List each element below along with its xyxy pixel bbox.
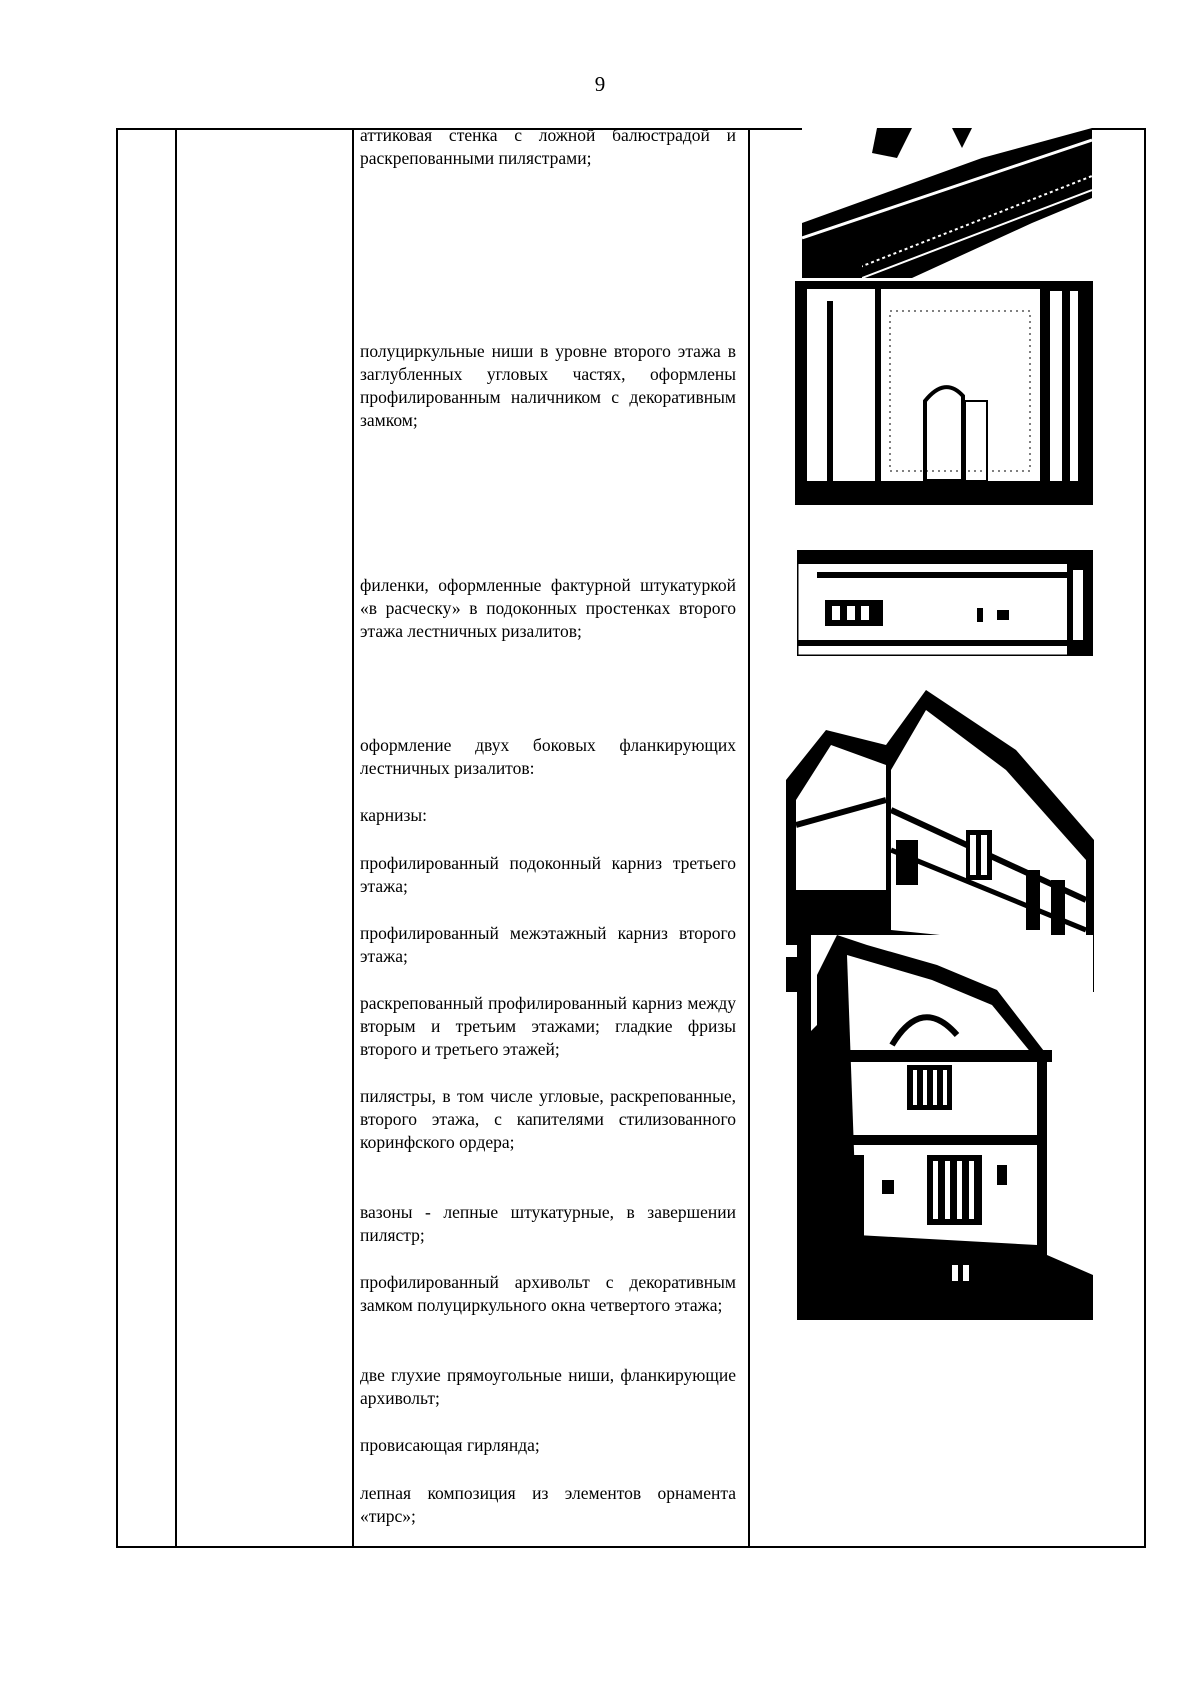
item-blind-niches: две глухие прямоугольные ниши, фланкирующие архивольт; [360, 1365, 736, 1408]
item-panels: филенки, оформленные фактурной штукатуркой «в расческу» в подоконных простенках второго этажа лестничных ризалитов; [360, 575, 736, 641]
photo-niche [795, 281, 1093, 505]
photo-attic-wall [802, 128, 1092, 278]
heritage-table [116, 125, 1146, 1548]
photo-risalit-facade [797, 935, 1093, 1320]
item-interfloor-cornice: профилированный межэтажный карниз второго этажа; [360, 923, 736, 966]
item-thyrsus: лепная композиция из элементов орнамента «тирс»; [360, 1483, 736, 1526]
item-pilasters: пилястры, в том числе угловые, раскрепованные, второго этажа, с капителями стилизованного коринфского ордера; [360, 1086, 736, 1152]
photo-panels [797, 550, 1093, 656]
item-attic-wall: аттиковая стенка с ложной балюстрадой и раскрепованными пилястрами; [360, 125, 736, 168]
item-garland: провисающая гирлянда; [360, 1435, 540, 1455]
item-broken-cornice: раскрепованный профилированный карниз между вторым и третьим этажами; гладкие фризы второго и третьего этажей; [360, 993, 736, 1059]
item-sill-cornice: профилированный подоконный карниз третьего этажа; [360, 853, 736, 896]
page-number: 9 [594, 72, 606, 96]
item-risalits: оформление двух боковых фланкирующих лестничных ризалитов: [360, 735, 736, 778]
item-archivolt: профилированный архивольт с декоративным замком полуциркульного окна четвертого этажа; [360, 1272, 736, 1315]
item-vases: вазоны - лепные штукатурные, в завершении пилястр; [360, 1202, 736, 1245]
item-cornices-heading: карнизы: [360, 805, 428, 825]
column-divider [352, 130, 354, 1546]
column-divider [748, 130, 750, 1546]
column-divider [175, 130, 177, 1546]
item-semicircular-niches: полуциркульные ниши в уровне второго этажа в заглубленных угловых частях, оформлены профилированным наличником с декоративным замком; [360, 341, 736, 430]
